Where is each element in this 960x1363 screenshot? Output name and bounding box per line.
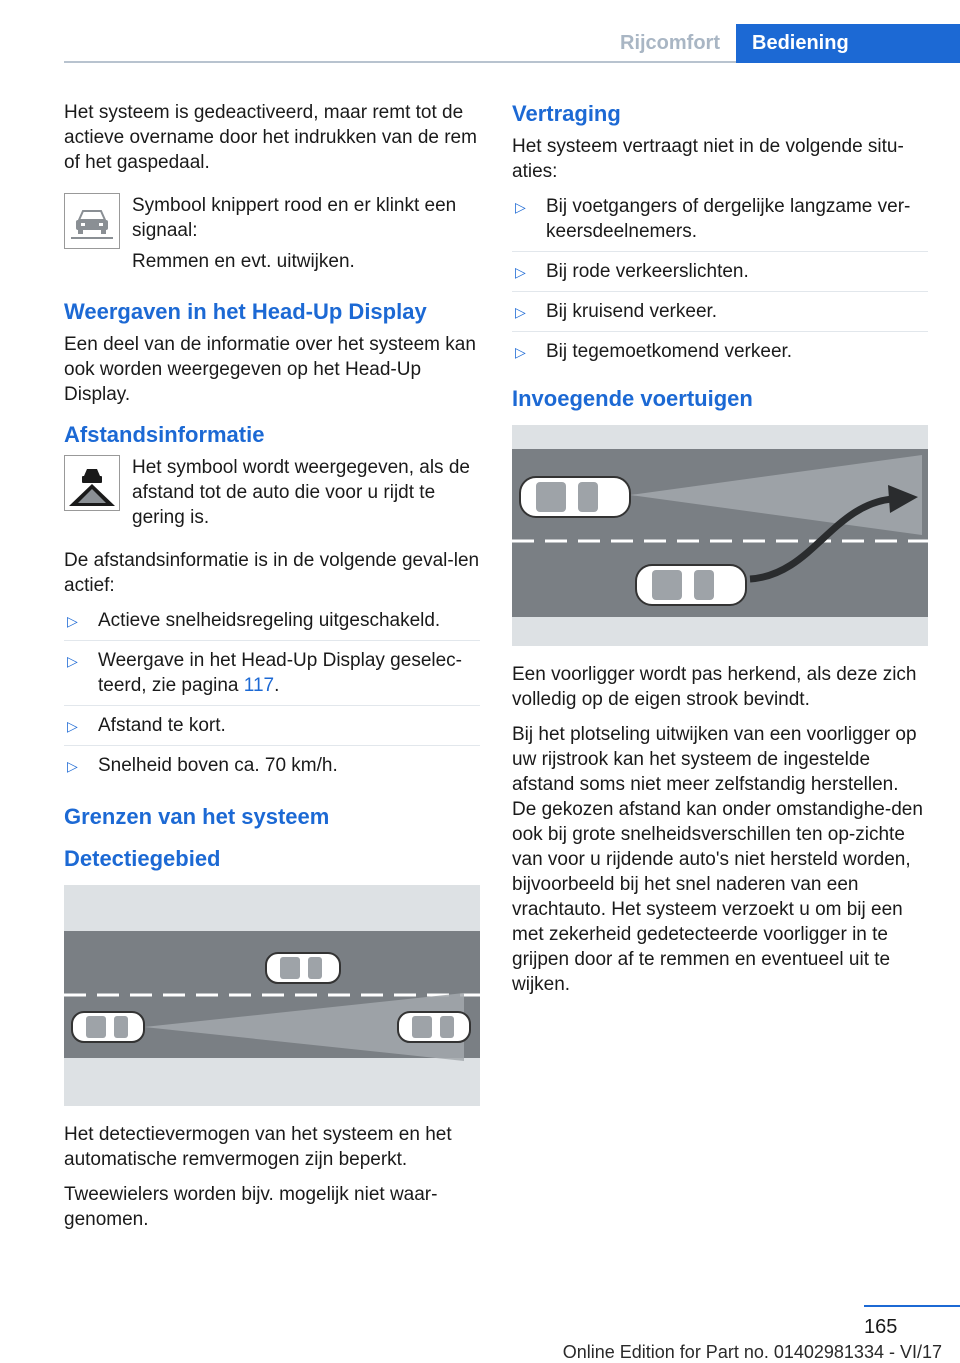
warning-note xyxy=(64,193,480,280)
triangle-bullet-icon: ▷ xyxy=(67,613,78,629)
list-item xyxy=(512,339,928,371)
afstand-conditions-list xyxy=(64,608,480,785)
paragraph-voorligger: Een voorligger wordt pas herkend, als deze zich volledig op de eigen strook bevindt. xyxy=(512,664,917,710)
list-item xyxy=(64,608,480,641)
paragraph-detectievermogen: Het detectievermogen van het systeem en het automatische remvermogen zijn beperkt. xyxy=(64,1124,452,1170)
heading-afstandsinformatie: Afstandsinformatie xyxy=(64,422,265,447)
list-item-text: Bij kruisend verkeer. xyxy=(546,301,718,322)
list-item-text: Weergave in het Head-Up Display geselec-teerd, zie pagina xyxy=(98,650,462,696)
note-text-brake: Remmen en evt. uitwijken. xyxy=(132,251,355,272)
note-text-symbol: Symbool knippert rood en er klinkt een signaal: xyxy=(132,195,457,241)
right-column xyxy=(512,100,928,1007)
list-item xyxy=(512,194,928,252)
paragraph-head-up-display: Een deel van de informatie over het systeem kan ook worden weergegeven op het Head-Up Display. xyxy=(64,334,476,405)
left-column xyxy=(64,100,480,1242)
paragraph-vertraging: Het systeem vertraagt niet in de volgende situ-aties: xyxy=(512,136,904,182)
heading-head-up-display: Weergaven in het Head-Up Display xyxy=(64,299,427,324)
collision-warning-car-icon xyxy=(64,193,120,249)
note-text-afstand: Het symbool wordt weergegeven, als de afstand tot de auto die voor u rijdt te gering is. xyxy=(132,457,470,528)
triangle-bullet-icon: ▷ xyxy=(515,199,526,215)
heading-detectiegebied: Detectiegebied xyxy=(64,846,221,871)
heading-grenzen: Grenzen van het systeem xyxy=(64,804,330,829)
list-item-text: Bij tegemoetkomend verkeer. xyxy=(546,341,793,362)
list-item-text: Snelheid boven ca. 70 km/h. xyxy=(98,755,338,776)
car-ahead-icon xyxy=(398,1012,470,1042)
list-item-punctuation: . xyxy=(274,675,280,696)
car-rear-icon xyxy=(72,1012,144,1042)
paragraph-afstand-actief: De afstandsinformatie is in de volgende geval-len actief: xyxy=(64,550,480,596)
heading-vertraging: Vertraging xyxy=(512,101,621,126)
triangle-bullet-icon: ▷ xyxy=(67,758,78,774)
tab-bediening[interactable]: Bediening xyxy=(736,24,960,63)
vertraging-list xyxy=(512,194,928,371)
car-own-icon xyxy=(520,477,630,517)
list-item-text: Afstand te kort. xyxy=(98,715,226,736)
footer-rule xyxy=(864,1305,960,1307)
triangle-bullet-icon: ▷ xyxy=(67,653,78,669)
merging-vehicles-illustration xyxy=(512,425,928,646)
distance-warning-icon xyxy=(64,455,120,511)
list-item xyxy=(64,753,480,785)
heading-invoegende-voertuigen: Invoegende voertuigen xyxy=(512,386,753,411)
list-item xyxy=(64,713,480,746)
list-item-text: Actieve snelheidsregeling uitgeschakeld. xyxy=(98,610,441,631)
list-item-text: Bij rode verkeerslichten. xyxy=(546,261,749,282)
page-number: 165 xyxy=(864,1316,898,1338)
paragraph-deactivated: Het systeem is gedeactiveerd, maar remt tot de actieve overname door het indrukken van de rem of het gaspedaal. xyxy=(64,102,477,173)
triangle-bullet-icon: ▷ xyxy=(515,304,526,320)
edition-text: Online Edition for Part no. 01402981334 - VI/17 xyxy=(562,1342,942,1362)
list-item-text: Bij voetgangers of dergelijke langzame ver-keersdeelnemers. xyxy=(546,196,911,242)
list-item xyxy=(512,299,928,332)
paragraph-plotseling: Bij het plotseling uitwijken van een voorligger op uw rijstrook kan het systeem de ingestelde afstand soms niet meer zelfstandig herstellen. De gekozen afstand kan onder omstandighe-den ook bij grote snelheidsverschillen ten op-zichte van voor u rijdende auto's niet hersteld worden, bijvoorbeeld bij het snel naderen van een vrachtauto. Het systeem verzoekt u om bij een met zekerheid gedetecteerde voorligger in te grijpen door af te remmen en eventueel uit te wijken. xyxy=(512,724,923,995)
paragraph-tweewielers: Tweewielers worden bijv. mogelijk niet waar-genomen. xyxy=(64,1184,438,1230)
list-item xyxy=(64,648,480,706)
list-item xyxy=(512,259,928,292)
detection-area-illustration xyxy=(64,885,480,1106)
car-merging-icon xyxy=(636,565,746,605)
tab-rijcomfort[interactable]: Rijcomfort xyxy=(620,32,720,54)
triangle-bullet-icon: ▷ xyxy=(515,344,526,360)
triangle-bullet-icon: ▷ xyxy=(67,718,78,734)
car-adjacent-lane-icon xyxy=(266,953,340,983)
triangle-bullet-icon: ▷ xyxy=(515,264,526,280)
distance-note xyxy=(64,455,480,536)
page-link-117[interactable]: 117 xyxy=(243,675,275,696)
